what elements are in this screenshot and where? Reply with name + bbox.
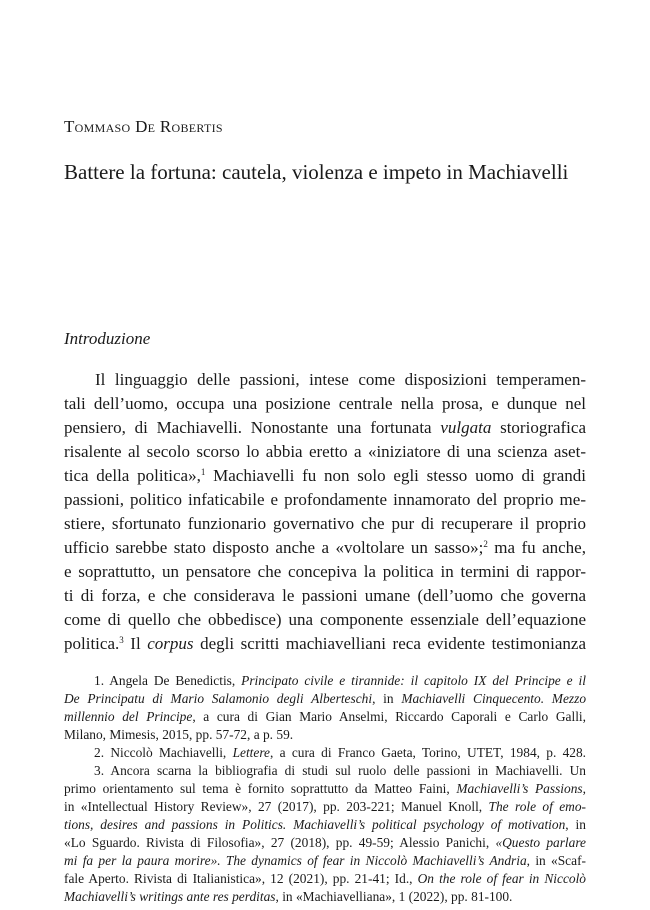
body-line: risalente al secolo scorso lo abbia eretto a «iniziatore di una scienza aset- xyxy=(64,442,586,461)
footnote-line: primo orientamento sul tema è fornito soprattutto da Matteo Faini, Machiavelli’s Passions, xyxy=(64,781,586,796)
footnote-line: Milano, Mimesis, 2015, pp. 57-72, a p. 59. xyxy=(64,727,294,742)
footnote-marker: 3 xyxy=(119,635,124,645)
footnote-line: 1. Angela De Benedictis, Principato civile e tirannide: il capitolo IX del Principe e il xyxy=(94,673,586,688)
section-heading: Introduzione xyxy=(64,329,151,348)
author-surname-particle: De xyxy=(135,117,156,136)
body-line: come di quello che obbedisce) una componente essenziale dell’equazione xyxy=(64,610,586,629)
footnote-line: 3. Ancora scarna la bibliografia di studi sul ruolo delle passioni in Machiavelli. Un xyxy=(94,763,586,778)
body-line: stiere, sfortunato funzionario governativo che pur di recuperare il proprio xyxy=(64,514,586,533)
footnote-line: tions, desires and passions in Politics. Machiavelli’s political psychology of motivation, in xyxy=(64,817,586,832)
footnote-marker: 1 xyxy=(200,467,206,477)
chapter-author xyxy=(64,117,223,137)
body-line: ti di forza, e che considerava le passioni umane (dell’uomo che governa xyxy=(64,586,586,605)
body-line: ufficio sarebbe stato disposto anche a «voltolare un sasso»;$^2$ ma fu anche, xyxy=(64,538,586,557)
body-line: tica della politica»,$^1$ Machiavelli fu non solo egli stesso uomo di grandi xyxy=(64,466,586,485)
body-line: Il linguaggio delle passioni, intese come disposizioni temperamen- xyxy=(95,370,586,389)
footnote-line: in «Intellectual History Review», 27 (2017), pp. 203-221; Manuel Knoll, The role of emo- xyxy=(64,799,586,814)
chapter-title: Battere la fortuna: cautela, violenza e impeto in Machiavelli xyxy=(64,160,569,184)
author-surname: Robertis xyxy=(159,117,223,136)
body-line: pensiero, di Machiavelli. Nonostante una fortunata vulgata storiografica xyxy=(64,418,586,437)
body-line: politica.$^3$ Il corpus degli scritti machiavelliani reca evidente testimonianza xyxy=(64,634,586,653)
footnote-line: 2. Niccolò Machiavelli, Lettere, a cura di Franco Gaeta, Torino, UTET, 1984, p. 428. xyxy=(94,745,587,760)
author-first-name: Tommaso xyxy=(64,117,131,136)
footnote-line: millennio del Principe, a cura di Gian Mario Anselmi, Riccardo Caporali e Carlo Galli, xyxy=(64,709,586,724)
body-line: tali dell’uomo, occupa una posizione centrale nella prosa, e dunque nel xyxy=(64,394,586,413)
footnote-line: «Lo Sguardo. Rivista di Filosofia», 27 (2018), pp. 49-59; Alessio Panichi, «Questo parlare xyxy=(64,835,586,850)
footnote-marker: 2 xyxy=(483,539,488,549)
footnote-line: Machiavelli’s writings ante res perditas, in «Machiavelliana», 1 (2022), pp. 81-100. xyxy=(64,889,513,904)
footnote-line: De Principatu di Mario Salamonio degli Alberteschi, in Machiavelli Cinquecento. Mezzo xyxy=(64,691,587,706)
footnote-line: mi fa per la paura morire». The dynamics of fear in Niccolò Machiavelli’s Andria, in «Scaf- xyxy=(64,853,586,868)
footnote-line: fale Aperto. Rivista di Italianistica», 12 (2021), pp. 21-41; Id., On the role of fear in Niccolò xyxy=(64,871,586,886)
body-line: passioni, politico infaticabile e profondamente innamorato del proprio me- xyxy=(64,490,586,509)
body-line: e soprattutto, un pensatore che concepiva la politica in termini di rappor- xyxy=(64,562,586,581)
